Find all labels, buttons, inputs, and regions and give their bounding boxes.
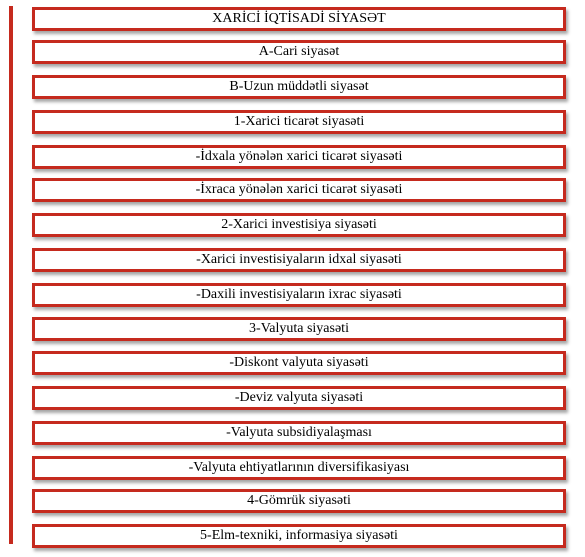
box-label: -İxraca yönələn xarici ticarət siyasəti xyxy=(195,182,403,197)
box-current-policy xyxy=(32,40,566,64)
box-label: -İdxala yönələn xarici ticarət siyasəti xyxy=(195,149,403,164)
box-label: -Xarici investisiyaların idxal siyasəti xyxy=(196,252,402,267)
box-import-oriented-trade xyxy=(32,145,566,169)
box-label: 2-Xarici investisiya siyasəti xyxy=(221,217,377,232)
box-currency-policy xyxy=(32,317,566,341)
box-investment-export xyxy=(32,283,566,307)
box-label: 4-Gömrük siyasəti xyxy=(247,493,351,508)
box-label: 3-Valyuta siyasəti xyxy=(249,321,349,336)
box-label: XARİCİ İQTİSADİ SİYASƏT xyxy=(212,11,386,26)
box-label: -Valyuta subsidiyalaşması xyxy=(226,425,372,440)
box-label: B-Uzun müddətli siyasət xyxy=(229,79,369,94)
box-label: -Diskont valyuta siyasəti xyxy=(229,355,369,370)
box-customs-policy xyxy=(32,489,566,513)
vertical-connector-line xyxy=(9,6,13,544)
box-long-term-policy xyxy=(32,75,566,99)
box-investment-import xyxy=(32,248,566,272)
box-science-tech-info-policy xyxy=(32,524,566,548)
box-discount-currency xyxy=(32,351,566,375)
box-label: -Deviz valyuta siyasəti xyxy=(234,390,364,405)
box-foreign-investment-policy xyxy=(32,213,566,237)
box-foreign-trade-policy xyxy=(32,110,566,134)
box-reserve-diversification xyxy=(32,456,566,480)
box-label: 1-Xarici ticarət siyasəti xyxy=(233,114,365,129)
box-root-title xyxy=(32,7,566,31)
box-label: A-Cari siyasət xyxy=(258,44,340,59)
box-export-oriented-trade xyxy=(32,178,566,202)
box-label: -Valyuta ehtiyatlarının diversifikasiyası xyxy=(188,460,410,475)
box-currency-subsidy xyxy=(32,421,566,445)
box-label: 5-Elm-texniki, informasiya siyasəti xyxy=(200,528,398,543)
box-deviz-currency xyxy=(32,386,566,410)
box-label: -Daxili investisiyaların ixrac siyasəti xyxy=(196,287,402,302)
